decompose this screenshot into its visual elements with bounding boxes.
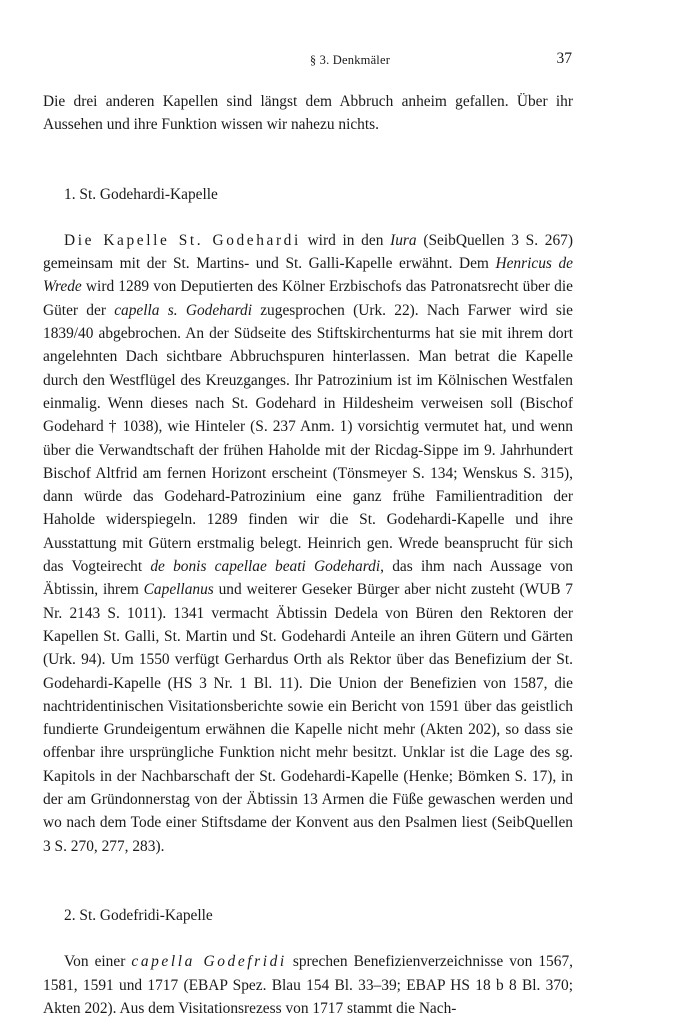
section-heading-godefridi: 2. St. Godefridi-Kapelle bbox=[64, 906, 213, 924]
paragraph-godefridi bbox=[43, 950, 573, 1020]
paragraph-godehardi bbox=[43, 229, 573, 858]
italic-spaced-run: capella Godefridi bbox=[131, 953, 287, 971]
spacer bbox=[43, 137, 573, 183]
running-title: § 3. Denkmäler bbox=[309, 53, 391, 67]
text-run: (SeibQuellen 3 S. 267) gemeinsam mit der St. Martins- und St. Galli-Kapelle erwähnt. Dem bbox=[43, 231, 573, 273]
text-run: Von einer bbox=[64, 953, 132, 971]
italic-run: Henricus de Wrede bbox=[43, 255, 573, 296]
text-run: wird in den bbox=[300, 231, 391, 249]
text-run: wird 1289 von Deputierten des Kölner Erzbischofs das Patronatsrecht über die Güter der bbox=[43, 278, 573, 319]
text-run: zugesprochen (Urk. 22). Nach Farwer wird sie 1839/40 abgebrochen. An der Südseite des Stiftskirchenturms hat sie mit ihrem dort angelehnten Dach sichtbare Abbruchspuren hinterlassen. Man betrat die Kapelle durch den Westflügel des Kreuzganges. Ihr Patrozinium ist im Kölnischen Westfalen einmalig. Wenn dieses nach St. Godehard in Hildesheim verweisen soll (Bischof Godehard † 1038), wie Hinteler (S. 237 Anm. 1) vorsichtig vermutet hat, und wenn über die Verwandtschaft der frühen Haholde mit der Ricdag-Sippe im 9. Jahrhundert Bischof Altfrid am fernen Horizont erscheint (Tönsmeyer S. 134; Wenskus S. 315), dann würde das Godehard-Patrozinium eine ganz frühe Familientradition der Haholde widerspiegeln. 1289 finden wir die St. Godehardi-Kapelle und ihre Ausstattung mit Gütern erstmalig belegt. Heinrich gen. Wrede beansprucht für sich das Vogteirecht bbox=[43, 301, 573, 576]
page-number: 37 bbox=[556, 50, 572, 67]
spacer bbox=[43, 858, 573, 904]
spacer bbox=[43, 206, 573, 229]
italic-run: Iura bbox=[390, 231, 417, 249]
text-block bbox=[43, 90, 573, 1020]
text-run: , das ihm nach Aussage von Äbtissin, ihrem bbox=[43, 558, 573, 599]
spacer bbox=[43, 927, 573, 950]
italic-run: capella s. Godehardi bbox=[114, 301, 252, 319]
text-run: sprechen Benefizienverzeichnisse von 1567, 1581, 1591 und 1717 (EBAP Spez. Blau 154 Bl. 33–39; EBAP HS 18 b 8 Bl. 370; Akten 202). Aus dem Visitationsrezess von 1717 stammt die Nach- bbox=[43, 953, 573, 1017]
text-run: und weiterer Geseker Bürger aber nicht zusteht (WUB 7 Nr. 2143 S. 1011). 1341 vermacht Äbtissin Dedela von Büren den Rektoren der Kapellen St. Galli, St. Martin und St. Godehardi Anteile an ihren Gütern und Gärten (Urk. 94). Um 1550 verfügt Gerhardus Orth als Rektor über das Benefizium der St. Godehardi-Kapelle (HS 3 Nr. 1 Bl. 11). Die Union der Benefizien von 1587, die nachtridentinischen Visitationsberichte sowie ein Bericht von 1591 über das geistlich fundierte Grundeigentum erwähnen die Kapelle nicht mehr (Akten 202), so dass sie offenbar ihre ursprüngliche Funktion nicht mehr besitzt. Unklar ist die Lage des sg. Kapitols in der Nachbarschaft der St. Godehardi-Kapelle (Henke; Bömken S. 17), in der am Gründonnerstag von der Äbtissin 13 Armen die Füße gewaschen werden und wo nach dem Tode einer Stiftsdame der Konvent aus den Psalmen liest (SeibQuellen 3 S. 270, 277, 283). bbox=[43, 581, 573, 855]
running-head bbox=[0, 50, 700, 72]
intro-paragraph: Die drei anderen Kapellen sind längst dem Abbruch anheim gefallen. Über ihr Aussehen und ihre Funktion wissen wir nahezu nichts. bbox=[43, 93, 573, 134]
italic-run: Capellanus bbox=[143, 581, 214, 599]
lead-spaced: Die Kapelle St. Godehardi bbox=[64, 231, 301, 249]
italic-run: de bonis capellae beati Godehardi bbox=[150, 558, 381, 576]
section-heading-godehardi: 1. St. Godehardi-Kapelle bbox=[64, 185, 218, 203]
